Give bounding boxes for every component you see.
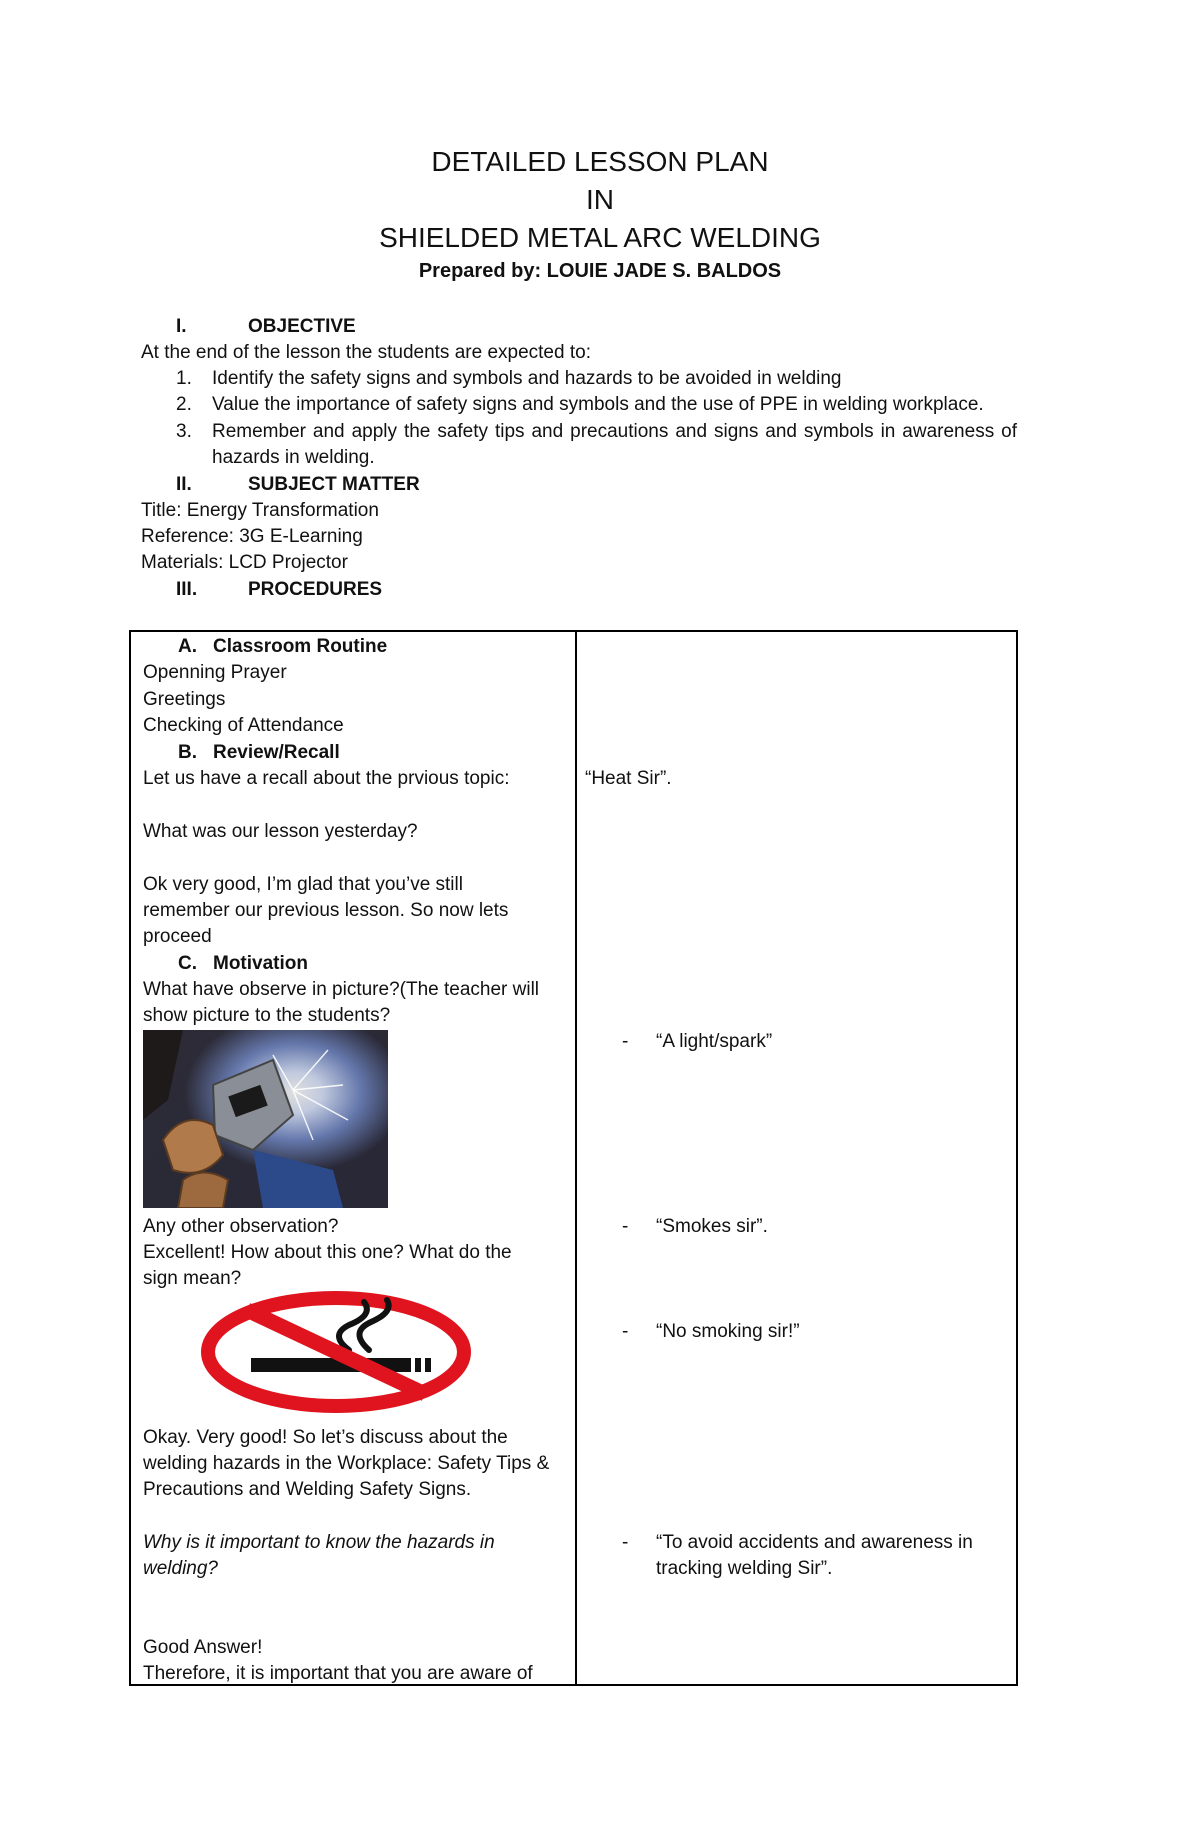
teacher-good-line: proceed	[143, 926, 212, 947]
observe-prompt: What have observe in picture?(The teacher will	[143, 979, 540, 1000]
student-answer-smokes: “Smokes sir”.	[656, 1216, 768, 1237]
teacher-good-line: remember our previous lesson. So now lets	[143, 900, 509, 921]
prepared-by: Prepared by: LOUIE JADE S. BALDOS	[418, 260, 782, 282]
column-divider	[575, 632, 577, 1684]
objective-item: Remember and apply the safety tips and precautions and signs and symbols in awareness of	[212, 421, 1017, 442]
section-a-letter: A.	[178, 636, 197, 657]
section-b-heading: Review/Recall	[213, 742, 340, 763]
excellent-prompt: Excellent! How about this one? What do the	[143, 1242, 512, 1263]
answer-dash: -	[622, 1532, 629, 1553]
doc-title-line-1: DETAILED LESSON PLAN	[431, 146, 769, 177]
excellent-prompt: sign mean?	[143, 1268, 242, 1289]
welding-photo	[143, 1030, 388, 1208]
objective-item: Identify the safety signs and symbols and hazards to be avoided in welding	[212, 368, 842, 389]
question-yesterday: What was our lesson yesterday?	[143, 821, 418, 842]
objective-item: Value the importance of safety signs and symbols and the use of PPE in welding workplace.	[212, 394, 984, 415]
objective-heading: OBJECTIVE	[248, 316, 356, 337]
section-b-letter: B.	[178, 742, 197, 763]
therefore-line: Therefore, it is important that you are aware of	[143, 1663, 533, 1684]
other-observation-prompt: Any other observation?	[143, 1216, 339, 1237]
objective-item-num: 2.	[176, 394, 192, 415]
teacher-good-line: Ok very good, I’m glad that you’ve still	[143, 874, 463, 895]
procedures-heading: PROCEDURES	[248, 579, 383, 600]
doc-title-line-3: SHIELDED METAL ARC WELDING	[379, 222, 821, 253]
discuss-line: welding hazards in the Workplace: Safety Tips &	[143, 1453, 550, 1474]
good-answer: Good Answer!	[143, 1637, 263, 1658]
objective-intro: At the end of the lesson the students are expected to:	[141, 342, 591, 363]
subject-materials: Materials: LCD Projector	[141, 552, 348, 573]
answer-dash: -	[622, 1031, 629, 1052]
student-answer-light: “A light/spark”	[656, 1031, 773, 1052]
objective-item-continued: hazards in welding.	[212, 447, 375, 468]
objective-numeral: I.	[176, 316, 187, 337]
recall-prompt: Let us have a recall about the prvious topic:	[143, 768, 510, 789]
routine-item: Greetings	[143, 689, 226, 710]
student-answer-avoid: “To avoid accidents and awareness in	[656, 1532, 973, 1553]
procedures-numeral: III.	[176, 579, 198, 600]
subject-numeral: II.	[176, 474, 192, 495]
why-question: welding?	[143, 1558, 218, 1579]
section-c-letter: C.	[178, 953, 197, 974]
subject-reference: Reference: 3G E-Learning	[141, 526, 363, 547]
objective-item-num: 3.	[176, 421, 192, 442]
subject-heading: SUBJECT MATTER	[248, 474, 420, 495]
section-c-heading: Motivation	[213, 953, 308, 974]
routine-item: Checking of Attendance	[143, 715, 344, 736]
objective-item-num: 1.	[176, 368, 192, 389]
answer-dash: -	[622, 1321, 629, 1342]
discuss-line: Precautions and Welding Safety Signs.	[143, 1479, 472, 1500]
procedures-table	[129, 630, 1018, 1686]
no-smoking-sign-icon	[199, 1290, 473, 1414]
section-a-heading: Classroom Routine	[213, 636, 388, 657]
student-answer-heat: “Heat Sir”.	[585, 768, 672, 789]
why-question: Why is it important to know the hazards in	[143, 1532, 495, 1553]
routine-item: Openning Prayer	[143, 662, 287, 683]
doc-title-line-2: IN	[586, 184, 614, 215]
answer-dash: -	[622, 1216, 629, 1237]
subject-title: Title: Energy Transformation	[141, 500, 379, 521]
discuss-line: Okay. Very good! So let’s discuss about the	[143, 1427, 508, 1448]
student-answer-no-smoking: “No smoking sir!”	[656, 1321, 800, 1342]
student-answer-avoid: tracking welding Sir”.	[656, 1558, 833, 1579]
observe-prompt: show picture to the students?	[143, 1005, 391, 1026]
